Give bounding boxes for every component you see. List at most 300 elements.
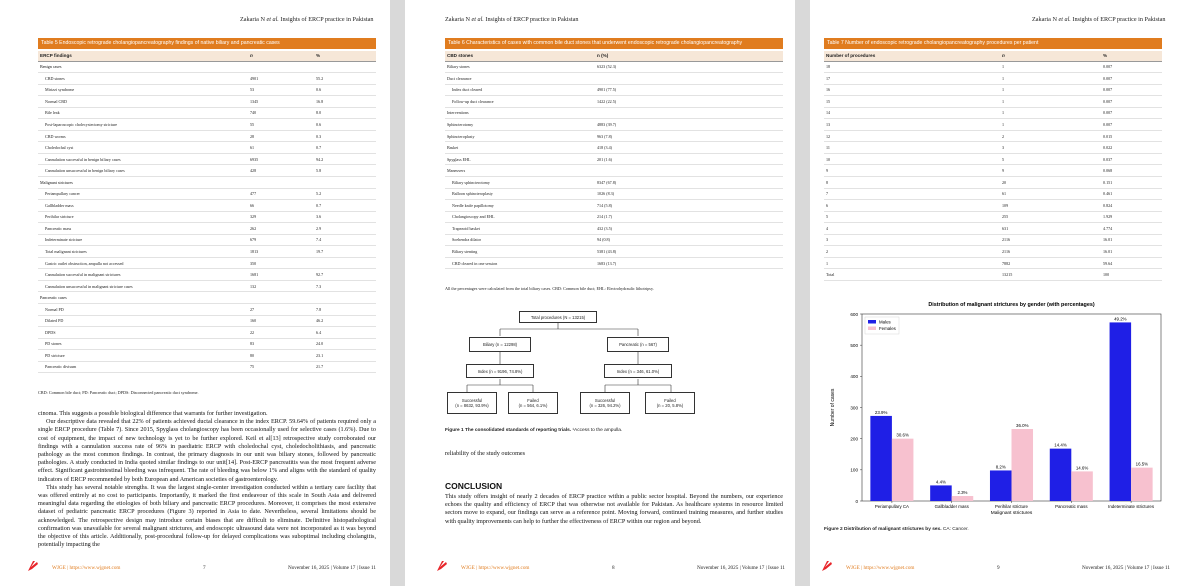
cell: 2116 xyxy=(1000,234,1101,246)
bar-data-label: 4.4% xyxy=(935,479,946,485)
table-row xyxy=(824,142,1162,154)
table-row xyxy=(445,188,783,200)
page-footer xyxy=(38,562,376,574)
flow-successful-biliary-box: Successful (n = 8632, 93.9%) xyxy=(447,392,497,414)
cell-value: 1026 (8.3) xyxy=(595,188,783,200)
cell: 14 xyxy=(824,107,1000,119)
continued-text: reliability of the study outcomes xyxy=(445,450,526,457)
cell-pct: 46.2 xyxy=(314,315,376,327)
cell: 0.007 xyxy=(1101,96,1162,108)
cell-label: Biliary sphincterotomy xyxy=(445,176,595,188)
cell: 0.461 xyxy=(1101,188,1162,200)
bar-females xyxy=(1012,429,1034,501)
cell: 2 xyxy=(824,246,1000,258)
table-row xyxy=(38,257,376,269)
table-row xyxy=(824,211,1162,223)
bar-data-label: 8.2% xyxy=(995,464,1006,470)
table-row xyxy=(445,130,783,142)
cell: 1 xyxy=(1000,119,1101,131)
table7 xyxy=(824,51,1162,281)
bar-data-label: 49.2% xyxy=(1114,316,1127,322)
flow-failed-biliary-box: Failed (n = 564, 6.1%) xyxy=(508,392,558,414)
cell: 59.64 xyxy=(1101,257,1162,269)
bar-males xyxy=(990,470,1012,501)
cell: 11 xyxy=(824,142,1000,154)
cell-n xyxy=(248,176,314,188)
cell: 2116 xyxy=(1000,246,1101,258)
cell-pct: 7.3 xyxy=(314,280,376,292)
cell: 7882 xyxy=(1000,257,1101,269)
cell-label: Interventions xyxy=(445,107,595,119)
cell-value: 201 (1.6) xyxy=(595,153,783,165)
y-tick-label: 500 xyxy=(850,342,858,348)
table-row xyxy=(824,96,1162,108)
cell: 109 xyxy=(1000,200,1101,212)
cell-pct: 24.0 xyxy=(314,338,376,350)
table-row xyxy=(445,142,783,154)
footer-publisher[interactable]: WJGE | https://www.wjgnet.com xyxy=(846,565,915,571)
table-row xyxy=(445,234,783,246)
cell-n: 1345 xyxy=(248,96,314,108)
cell-n: 679 xyxy=(248,234,314,246)
cell-pct: 21.7 xyxy=(314,361,376,373)
cell: 10 xyxy=(824,153,1000,165)
figure2-caption: Figure 2 Distribution of malignant strictures by sex. CA: Cancer. xyxy=(824,527,969,532)
table-row xyxy=(445,107,783,119)
table5 xyxy=(38,51,376,373)
table7-caption: Table 7 Number of endoscopic retrograde cholangiopancreatography procedures per patient xyxy=(824,38,1162,49)
cell-label: Benign cases xyxy=(38,61,248,73)
table-row xyxy=(38,84,376,96)
cell: 9 xyxy=(1000,165,1101,177)
cell-pct: 0.6 xyxy=(314,119,376,131)
page-number: 7 xyxy=(203,565,206,571)
cell-n: 428 xyxy=(248,165,314,177)
cell-n xyxy=(248,292,314,304)
table-row xyxy=(38,176,376,188)
legend-label-males: Males xyxy=(879,319,891,325)
table-row xyxy=(38,338,376,350)
cell-label: Basket xyxy=(445,142,595,154)
cell-n: 28 xyxy=(248,130,314,142)
table-row xyxy=(38,61,376,73)
table-row xyxy=(38,188,376,200)
footer-meta: November 16, 2025 | Volume 17 | Issue 11 xyxy=(1081,565,1170,571)
table-row xyxy=(824,223,1162,235)
cell: 16.01 xyxy=(1101,234,1162,246)
cell-value xyxy=(595,107,783,119)
cell-label: CBD cleared in one session xyxy=(445,257,595,269)
cell-label: Duct clearance xyxy=(445,73,595,85)
bar-data-label: 14.6% xyxy=(1075,465,1089,471)
cell-label: Normal CBD xyxy=(38,96,248,108)
table-row xyxy=(38,119,376,131)
cell-n: 262 xyxy=(248,223,314,235)
cell-n: 22 xyxy=(248,327,314,339)
cell-value: 4883 (39.7) xyxy=(595,119,783,131)
paragraph: This study has several notable strengths. It was the largest single-center investigation conducted within a tertiary care facility that was offered entirely at no cost to participants. Importantly, it marked the first endeavour of this scale in South Asia and delivered meaningful data regarding the etiologies of both biliary and pancreatic ERCP procedures. Moreover, it comprises the most extensive dataset of pediatric pancreatic ERCP procedures (Figure 3) reported in Asia to date. Nevertheless, several limitations should be acknowledged. The retrospective design may introduce certain biases that are difficult to eliminate. Definitive histopathological confirmation was unavailable for several malignant strictures, and endoscopic ultrasound data were not incorporated as it was beyond the objective of this article. Additionally, post-procedural follow-up for delayed complications was suboptimal including cholangitis, potentially impacting the xyxy=(38,483,376,549)
x-axis-label: Malignant strictures xyxy=(990,511,1033,516)
bar-data-label: 36.0% xyxy=(1016,423,1029,429)
cell-value: 418 (3.4) xyxy=(595,142,783,154)
cell-label: Sphincteroplasty xyxy=(445,130,595,142)
cell-label: Cannulation successful in benign biliary cases xyxy=(38,153,248,165)
table-row xyxy=(38,165,376,177)
bar-females xyxy=(1071,471,1093,501)
table-row xyxy=(824,257,1162,269)
footer-publisher[interactable]: WJGE | https://www.wjgnet.com xyxy=(461,565,530,571)
cell-value: 214 (1.7) xyxy=(595,211,783,223)
cell: 18 xyxy=(824,61,1000,73)
flow-index-pancreatic-box: Index (n = 346, 61.0%) xyxy=(604,364,672,378)
cell-label: Cholangioscopy and EHL xyxy=(445,211,595,223)
cell: 5 xyxy=(824,211,1000,223)
table-row xyxy=(445,257,783,269)
cell-label: Needle knife papillotomy xyxy=(445,200,595,212)
cell: 0.007 xyxy=(1101,61,1162,73)
legend-label-females: Females xyxy=(879,325,896,331)
t5-col-findings: ERCP findings xyxy=(38,51,248,61)
cell-pct: 7.8 xyxy=(314,303,376,315)
cell: 1 xyxy=(824,257,1000,269)
cell: 631 xyxy=(1000,223,1101,235)
cell: 8 xyxy=(824,176,1000,188)
bar-data-label: 23.9% xyxy=(874,409,888,415)
cell-pct xyxy=(314,176,376,188)
conclusion-text xyxy=(445,493,783,526)
cell-value: 1422 (22.5) xyxy=(595,96,783,108)
y-tick-label: 100 xyxy=(850,467,858,473)
publisher-logo-icon xyxy=(26,559,40,573)
cell-value xyxy=(595,73,783,85)
cell: 16.01 xyxy=(1101,246,1162,258)
t5-col-n: n xyxy=(248,51,314,61)
cell-label: Pancreatic divisum xyxy=(38,361,248,373)
table5-footnote: CBD: Common bile duct; PD: Pancreatic duct; DPDS: Disconnected pancreatic duct syndrome. xyxy=(38,390,199,395)
body-text-p7 xyxy=(38,410,376,549)
table-row xyxy=(445,61,783,73)
cell-pct xyxy=(314,257,376,269)
cell: 9 xyxy=(824,165,1000,177)
table-row xyxy=(38,269,376,281)
cell-value: 5381 (43.8) xyxy=(595,246,783,258)
cell-label: Balloon sphincteroplasty xyxy=(445,188,595,200)
cell-label: Cannulation unsuccessful in malignant stricture cases xyxy=(38,280,248,292)
cell-pct: 5.2 xyxy=(314,188,376,200)
cell-label: Index duct cleared xyxy=(445,84,595,96)
table-row xyxy=(824,73,1162,85)
page-footer xyxy=(832,562,1170,574)
cell-label: CBD stones xyxy=(38,73,248,85)
cell: 2 xyxy=(1000,130,1101,142)
cell-pct: 19.7 xyxy=(314,246,376,258)
cell: 255 xyxy=(1000,211,1101,223)
figure1-caption: Figure 1 The consolidated standards of reporting trials. ¹Access to the ampulla. xyxy=(445,428,623,433)
cell-label: Cannulation successful in malignant strictures xyxy=(38,269,248,281)
cell: 61 xyxy=(1000,188,1101,200)
y-tick-label: 600 xyxy=(850,311,858,317)
table-row xyxy=(824,84,1162,96)
table-row xyxy=(824,61,1162,73)
cell-value: 6323 (52.3) xyxy=(595,61,783,73)
flow-successful-pancreatic-box: Successful (n = 326, 94.2%) xyxy=(580,392,630,414)
cell-n: 4901 xyxy=(248,73,314,85)
table-row xyxy=(38,73,376,85)
bar-males xyxy=(870,416,892,501)
cell: 1.929 xyxy=(1101,211,1162,223)
cell-n xyxy=(248,61,314,73)
table6-caption: Table 6 Characteristics of cases with common bile duct stones that underwent endoscopic retrograde cholangiopancreatography xyxy=(445,38,783,49)
cell-n: 66 xyxy=(248,200,314,212)
cell-pct: 94.2 xyxy=(314,153,376,165)
page-7 xyxy=(0,0,390,586)
flow-failed-pancreatic-box: Failed (n = 20, 5.8%) xyxy=(645,392,695,414)
cell-label: Biliary stones xyxy=(445,61,595,73)
cell-n: 350 xyxy=(248,257,314,269)
table-row xyxy=(445,211,783,223)
page-8 xyxy=(405,0,795,586)
bar-males xyxy=(1050,449,1072,501)
cell: 7 xyxy=(824,188,1000,200)
cell-label: Total malignant strictures xyxy=(38,246,248,258)
table-row xyxy=(445,223,783,235)
chart-title: Distribution of malignant strictures by gender (with percentages) xyxy=(928,302,1095,308)
cell: 0.824 xyxy=(1101,200,1162,212)
cell: 1 xyxy=(1000,73,1101,85)
y-tick-label: 200 xyxy=(850,436,858,442)
table-row xyxy=(824,269,1162,281)
cell-pct: 0.7 xyxy=(314,200,376,212)
table-row xyxy=(824,165,1162,177)
bar-females xyxy=(892,439,914,501)
bar-females xyxy=(952,496,974,501)
y-tick-label: 0 xyxy=(855,498,858,504)
t7-col-pct: % xyxy=(1101,51,1162,61)
table6 xyxy=(445,51,783,269)
cell-label: Trapezoid basket xyxy=(445,223,595,235)
page-number: 9 xyxy=(997,565,1000,571)
cell: 0.007 xyxy=(1101,107,1162,119)
table-row xyxy=(445,96,783,108)
table-row xyxy=(38,142,376,154)
cell: 20 xyxy=(1000,176,1101,188)
table-row xyxy=(445,246,783,258)
cell-label: Indeterminate stricture xyxy=(38,234,248,246)
cell-pct: 6.4 xyxy=(314,327,376,339)
cell-pct: 0.7 xyxy=(314,142,376,154)
footer-meta: November 16, 2025 | Volume 17 | Issue 11 xyxy=(696,565,785,571)
cell-value: 963 (7.8) xyxy=(595,130,783,142)
cell-n: 53 xyxy=(248,84,314,96)
cell-pct: 5.8 xyxy=(314,165,376,177)
paragraph: cinoma. This suggests a possible biological difference that warrants for further investigation. xyxy=(38,410,268,417)
cell-label: Cannulation unsuccessful in benign biliary cases xyxy=(38,165,248,177)
cell-label: Post-laparoscopic cholecystectomy stricture xyxy=(38,119,248,131)
footer-publisher[interactable]: WJGE | https://www.wjgnet.com xyxy=(52,565,121,571)
cell: 4.774 xyxy=(1101,223,1162,235)
table-row xyxy=(445,200,783,212)
cell-n: 75 xyxy=(248,361,314,373)
table-row xyxy=(824,153,1162,165)
cell: 1 xyxy=(1000,61,1101,73)
cell: 0.151 xyxy=(1101,176,1162,188)
cell-n: 477 xyxy=(248,188,314,200)
cell-pct: 2.9 xyxy=(314,223,376,235)
legend-swatch-females xyxy=(868,327,876,331)
cell-label: Malignant strictures xyxy=(38,176,248,188)
cell: Total xyxy=(824,269,1000,281)
cell: 0.007 xyxy=(1101,84,1162,96)
table-row xyxy=(38,107,376,119)
cell: 0.022 xyxy=(1101,142,1162,154)
cell-n: 83 xyxy=(248,338,314,350)
table-row xyxy=(824,188,1162,200)
t7-col-number: Number of procedures xyxy=(824,51,1000,61)
table-row xyxy=(38,130,376,142)
cell-n: 61 xyxy=(248,142,314,154)
cell: 5 xyxy=(1000,153,1101,165)
cell: 0.007 xyxy=(1101,119,1162,131)
table-row xyxy=(38,96,376,108)
t7-col-n: n xyxy=(1000,51,1101,61)
cell-label: Maneuvers xyxy=(445,165,595,177)
table-row xyxy=(38,292,376,304)
cell-n: 1681 xyxy=(248,269,314,281)
cell-label: Sphincterotomy xyxy=(445,119,595,131)
table-row xyxy=(38,361,376,373)
page-9 xyxy=(810,0,1200,586)
publisher-logo-icon xyxy=(435,559,449,573)
cell-label: Gallbladder mass xyxy=(38,200,248,212)
paragraph: Our descriptive data revealed that 22% of patients achieved ductal clearance in the index ERCP. 59.64% of patients required only a single ERCP procedure (Table 7). Since 2015, Spyglass cholangioscopy has been occasionally used for selective cases (1.6%). Due to cost of equipment, the impact of new technology is yet to be further explored. Keil et al[13] retrospective study corroborated our findings with a cannulation success rate of 96% in paediatric ERCP with choledochal cyst, choledocholithiasis, and pancreatic pathology as the most common findings. In contrast, the primary diagnosis in our unit was biliary stones, followed by pancreatic pathologies. A study conducted in India quoted similar findings to our unit[14]. Post-ERCP pancreatitis was the most frequent adverse effect. Significant gastrointestinal bleeding was infrequent. The rate of bleeding was below 1% and aligns with the standard of quality indicators of ERCP recommended by both European and American societies of gastroenterology. xyxy=(38,418,376,483)
cell-label: Pancreatic mass xyxy=(38,223,248,235)
table5-caption: Table 5 Endoscopic retrograde cholangiopancreatography findings of native biliary and pancreatic cases xyxy=(38,38,376,49)
cell-label: Biliary stenting xyxy=(445,246,595,258)
table-row xyxy=(824,234,1162,246)
cell-n: 132 xyxy=(248,280,314,292)
table-row xyxy=(445,73,783,85)
x-tick-label: Indeterminate strictures xyxy=(1108,504,1155,509)
cell: 13215 xyxy=(1000,269,1101,281)
running-header: Zakaria N et al. Insights of ERCP practice in Pakistan xyxy=(445,16,579,23)
cell: 0.015 xyxy=(1101,130,1162,142)
bar-females xyxy=(1131,468,1153,501)
flow-biliary-box: Biliary (n = 12298) xyxy=(469,337,531,352)
y-axis-label: Number of cases xyxy=(830,388,836,427)
cell-n: 6935 xyxy=(248,153,314,165)
cell: 1 xyxy=(1000,84,1101,96)
table-row xyxy=(38,327,376,339)
table-row xyxy=(38,211,376,223)
table-row xyxy=(38,350,376,362)
table-row xyxy=(824,176,1162,188)
table-row xyxy=(38,223,376,235)
x-tick-label: Periampullary CA xyxy=(874,504,909,509)
cell-value: 1683 (13.7) xyxy=(595,257,783,269)
table-row xyxy=(445,119,783,131)
t6-col-n: n (%) xyxy=(595,51,783,61)
cell: 0.068 xyxy=(1101,165,1162,177)
bar-males xyxy=(1110,322,1132,501)
flow-total-box: Total procedures (N = 13215) xyxy=(519,311,597,323)
cell-n: 329 xyxy=(248,211,314,223)
table-row xyxy=(38,153,376,165)
table6-footnote: All the percentages were calculated from the total biliary cases. CBD: Common bile duct; EHL: Electrohydraulic lithotripsy. xyxy=(445,286,654,291)
cell: 1 xyxy=(1000,107,1101,119)
cell-label: Normal PD xyxy=(38,303,248,315)
cell-n: 160 xyxy=(248,315,314,327)
bar-data-label: 2.3% xyxy=(957,490,968,496)
cell-label: Follow-up duct clearance xyxy=(445,96,595,108)
cell-n: 55 xyxy=(248,119,314,131)
running-header: Zakaria N et al. Insights of ERCP practice in Pakistan xyxy=(240,16,374,23)
table-row xyxy=(38,315,376,327)
cell-label: CBD worms xyxy=(38,130,248,142)
cell: 100 xyxy=(1101,269,1162,281)
legend-swatch-males xyxy=(868,320,876,324)
table-row xyxy=(824,119,1162,131)
flow-index-biliary-box: Index (n = 9196, 74.8%) xyxy=(466,364,534,378)
cell-label: Bile leak xyxy=(38,107,248,119)
table-row xyxy=(38,234,376,246)
cell-pct: 92.7 xyxy=(314,269,376,281)
cell-value: 714 (5.8) xyxy=(595,200,783,212)
cell-n: 27 xyxy=(248,303,314,315)
cell-label: Choledochal cyst xyxy=(38,142,248,154)
cell: 12 xyxy=(824,130,1000,142)
table-row xyxy=(38,280,376,292)
cell: 16 xyxy=(824,84,1000,96)
cell-pct xyxy=(314,61,376,73)
conclusion-heading: CONCLUSION xyxy=(445,481,503,491)
cell-label: Periampullary cancer xyxy=(38,188,248,200)
cell-pct: 3.6 xyxy=(314,211,376,223)
t5-col-pct: % xyxy=(314,51,376,61)
bar-males xyxy=(930,485,952,501)
cell-label: Mirizzi syndrome xyxy=(38,84,248,96)
publisher-logo-icon xyxy=(820,559,834,573)
table-row xyxy=(445,84,783,96)
table-row xyxy=(38,246,376,258)
table-row xyxy=(824,246,1162,258)
table-row xyxy=(824,200,1162,212)
cell-value xyxy=(595,165,783,177)
table-row xyxy=(38,200,376,212)
t6-col-stones: CBD stones xyxy=(445,51,595,61)
x-tick-label: Gallbladder mass xyxy=(934,504,969,509)
cell: 6 xyxy=(824,200,1000,212)
cell-value: 432 (3.5) xyxy=(595,223,783,235)
cell-pct: 16.8 xyxy=(314,96,376,108)
bar-data-label: 16.5% xyxy=(1135,461,1149,467)
cell: 1 xyxy=(1000,96,1101,108)
cell-label: Dilated PD xyxy=(38,315,248,327)
cell-label: Gastric outlet obstruction, ampulla not accessed xyxy=(38,257,248,269)
figure2-bar-chart xyxy=(824,296,1169,522)
cell-label: PD stones xyxy=(38,338,248,350)
cell-pct: 23.1 xyxy=(314,350,376,362)
x-tick-label: Perihilar stricture xyxy=(995,504,1028,509)
cell-label: Spyglass EHL xyxy=(445,153,595,165)
cell: 3 xyxy=(824,234,1000,246)
table-row xyxy=(445,153,783,165)
y-tick-label: 300 xyxy=(850,405,858,411)
cell: 4 xyxy=(824,223,1000,235)
cell-pct: 55.2 xyxy=(314,73,376,85)
cell: 3 xyxy=(1000,142,1101,154)
paragraph: This study offers insight of nearly 2 decades of ERCP practice within a public sector hospital. Beyond the numbers, our experience echoes the quality and efficiency of ERCP that was otherwise not available for Pakistan. As healthcare systems in resource limited sectors move to expand, our findings can serve as a reference point. Moving forward, continued training measures, and further studies with quality improvements can help to further the effectiveness of ERCP within our region and beyond. xyxy=(445,493,783,525)
cell-pct: 7.4 xyxy=(314,234,376,246)
